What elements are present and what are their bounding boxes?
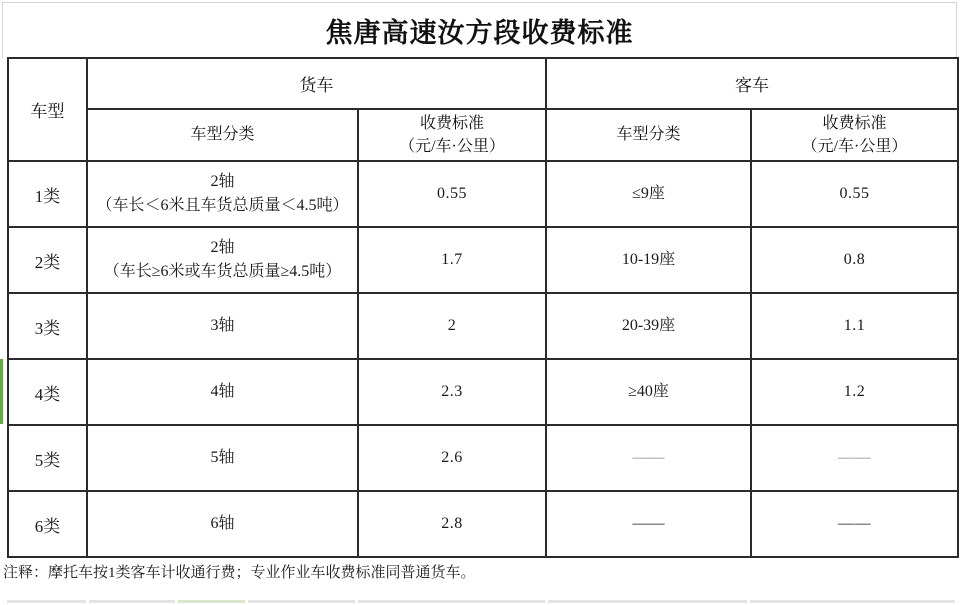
header-truck-rate [358, 109, 546, 161]
cell-vehicle-type: 6类 [8, 491, 87, 557]
header-bus-class-label: 车型分类 [616, 126, 681, 144]
table-row [8, 359, 958, 425]
header-bus-class [546, 109, 751, 161]
cell-truck-rate: 0.55 [358, 161, 546, 227]
header-truck-class-label: 车型分类 [190, 126, 255, 144]
header-truck-class [87, 109, 358, 161]
partial-gridline [750, 600, 955, 603]
title-block [2, 2, 957, 58]
header-vehicle-type: 车型 [8, 58, 87, 161]
cell-bus-rate: —— [751, 491, 958, 557]
partial-gridline [7, 600, 86, 603]
partial-gridline [548, 600, 747, 603]
rate-label: 收费标准 [822, 114, 887, 132]
truck-class-line2: （车长≥6米或车货总质量≥4.5吨） [103, 263, 342, 280]
table-row [8, 227, 958, 293]
cell-vehicle-type: 5类 [8, 425, 87, 491]
cell-truck-rate: 1.7 [358, 227, 546, 293]
cell-truck-class: 6轴 [87, 491, 358, 557]
cell-truck-rate: 2.8 [358, 491, 546, 557]
page-title: 焦唐高速汝方段收费标准 [325, 18, 634, 48]
cell-vehicle-type: 4类 [8, 359, 87, 425]
cell-bus-rate: 0.55 [751, 161, 958, 227]
table-row [8, 161, 958, 227]
header-truck-group: 货车 [87, 58, 546, 109]
partial-gridline [178, 600, 245, 603]
cell-bus-rate: 1.2 [751, 359, 958, 425]
cell-truck-class: 3轴 [87, 293, 358, 359]
truck-class-line1: 2轴 [210, 239, 235, 256]
cell-vehicle-type: 1类 [8, 161, 87, 227]
cell-truck-class: 4轴 [87, 359, 358, 425]
cell-truck-class [87, 227, 358, 293]
table-row [8, 491, 958, 557]
cell-vehicle-type: 3类 [8, 293, 87, 359]
cell-bus-class: 20-39座 [546, 293, 751, 359]
rate-unit: （元/车·公里） [399, 138, 505, 155]
cell-vehicle-type: 2类 [8, 227, 87, 293]
partial-gridline [358, 600, 545, 603]
cell-bus-class: ≤9座 [546, 161, 751, 227]
footnote: 注释：摩托车按1类客车计收通行费；专业作业车收费标准同普通货车。 [3, 565, 476, 581]
cell-truck-rate: 2.6 [358, 425, 546, 491]
cell-bus-class: —— [546, 425, 751, 491]
partial-gridline [248, 600, 355, 603]
table-row [8, 425, 958, 491]
cell-truck-rate: 2.3 [358, 359, 546, 425]
cell-bus-rate: 0.8 [751, 227, 958, 293]
row-selection-accent [0, 359, 3, 424]
partial-gridline [89, 600, 175, 603]
truck-class-line1: 2轴 [210, 173, 235, 190]
toll-fee-table [7, 57, 959, 558]
truck-class-line2: （车长＜6米且车货总质量＜4.5吨） [96, 197, 349, 214]
rate-unit: （元/车·公里） [801, 138, 908, 155]
cell-bus-rate: —— [751, 425, 958, 491]
cell-truck-class: 5轴 [87, 425, 358, 491]
cell-truck-rate: 2 [358, 293, 546, 359]
table-row [8, 293, 958, 359]
rate-label: 收费标准 [419, 114, 484, 132]
cell-bus-rate: 1.1 [751, 293, 958, 359]
header-bus-group: 客车 [546, 58, 958, 109]
cell-bus-class: ≥40座 [546, 359, 751, 425]
cell-truck-class [87, 161, 358, 227]
header-bus-rate [751, 109, 958, 161]
cell-bus-class: 10-19座 [546, 227, 751, 293]
cell-bus-class: —— [546, 491, 751, 557]
